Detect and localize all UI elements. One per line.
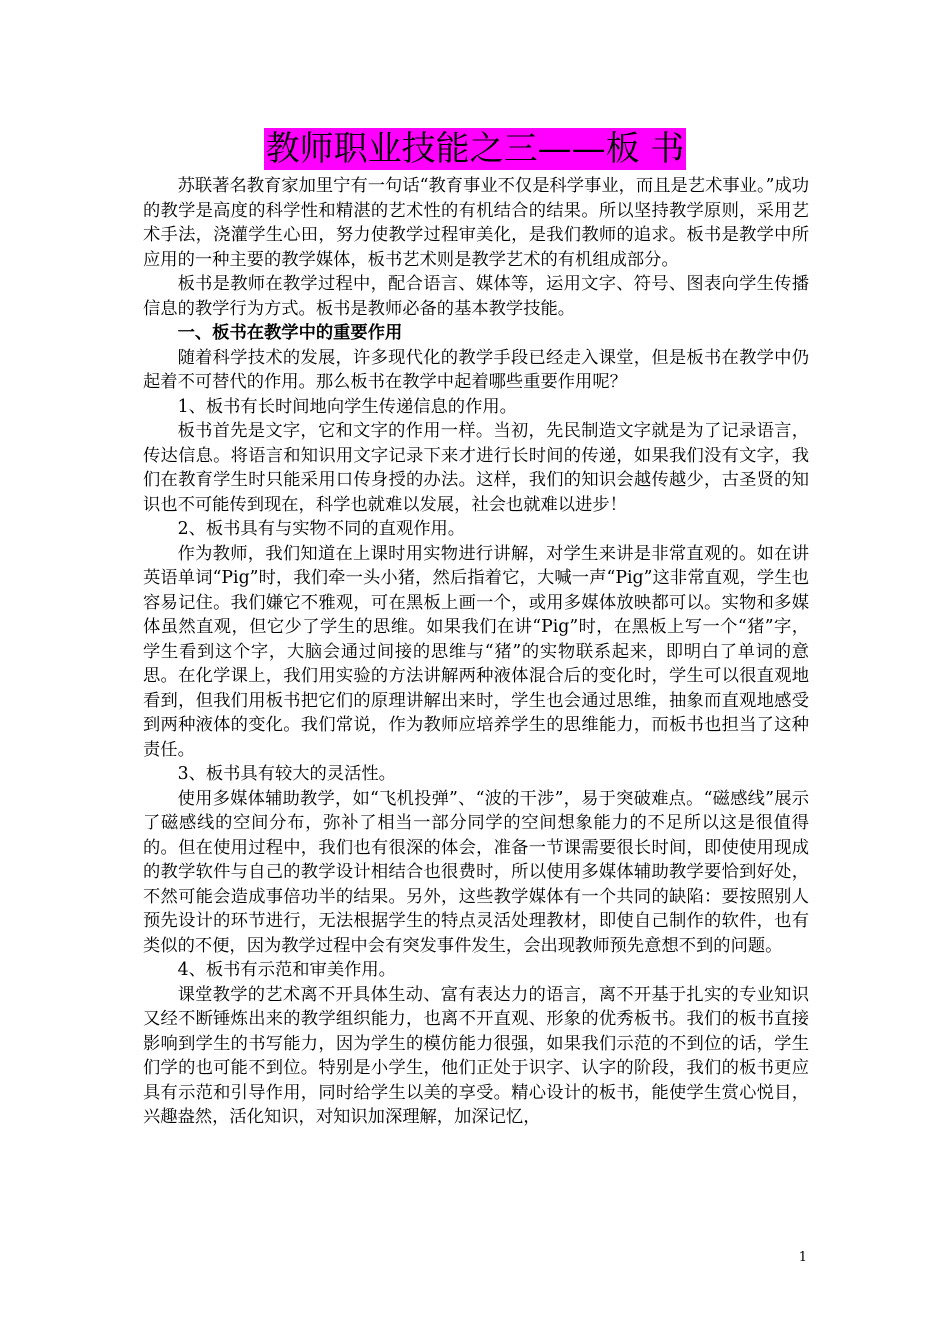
paragraph: 使用多媒体辅助教学，如“飞机投弹”、“波的干涉”，易于突破难点。“磁感线”展示了磁感线的空间分布，弥补了相当一部分同学的空间想象能力的不足所以这是很值得的。但在使用过程中，我们也有很深的体会，准备一节课需要很长时间，即使使用现成的教学软件与自己的教学设计相结合也很费时，所以使用多媒体辅助教学要恰到好处，不然可能会造成事倍功半的结果。另外，这些教学媒体有一个共同的缺陷：要按照别人预先设计的环节进行，无法根据学生的特点灵活处理教材，即使自己制作的软件，也有类似的不便，因为教学过程中会有突发事件发生，会出现教师预先意想不到的问题。: [143, 788, 809, 956]
paragraph: 板书首先是文字，它和文字的作用一样。当初，先民制造文字就是为了记录语言，传达信息。将语言和知识用文字记录下来才进行长时间的传递，如果我们没有文字，我们在教育学生时只能采用口传身授的办法。这样，我们的知识会越传越少，古圣贤的知识也不可能传到现在，科学也就难以发展，社会也就难以进步！: [143, 421, 809, 515]
document-body: [143, 174, 809, 1130]
paragraph: 苏联著名教育家加里宁有一句话“教育事业不仅是科学事业，而且是艺术事业。”成功的教学是高度的科学性和精湛的艺术性的有机结合的结果。所以坚持教学原则，采用艺术手法，浇灌学生心田，努力使教学过程审美化，是我们教师的追求。板书是教学中所应用的一种主要的教学媒体，板书艺术则是教学艺术的有机组成部分。: [143, 176, 809, 270]
subheading-paragraph: 2、板书具有与实物不同的直观作用。: [177, 519, 466, 539]
paragraph: 随着科学技术的发展，许多现代化的教学手段已经走入课堂，但是板书在教学中仍起着不可替代的作用。那么板书在教学中起着哪些重要作用呢？: [143, 347, 809, 392]
subheading-paragraph: 4、板书有示范和审美作用。: [177, 960, 396, 980]
section-heading: 一、板书在教学中的重要作用: [177, 323, 403, 343]
subheading-paragraph: 3、板书具有较大的灵活性。: [177, 764, 396, 784]
paragraph: 课堂教学的艺术离不开具体生动、富有表达力的语言，离不开基于扎实的专业知识又经不断锤炼出来的教学组织能力，也离不开直观、形象的优秀板书。我们的板书直接影响到学生的书写能力，因为学生的模仿能力很强，如果我们示范的不到位的话，学生们学的也可能不到位。特别是小学生，他们正处于识字、认字的阶段，我们的板书更应具有示范和引导作用，同时给学生以美的享受。精心设计的板书，能使学生赏心悦目，兴趣盎然，活化知识，对知识加深理解，加深记忆，: [143, 984, 809, 1127]
page-number: 1: [798, 1250, 807, 1265]
paragraph: 作为教师，我们知道在上课时用实物进行讲解，对学生来讲是非常直观的。如在讲英语单词“Pig”时，我们牵一头小猪，然后指着它，大喊一声“Pig”这非常直观，学生也容易记住。我们嫌它不雅观，可在黑板上画一个，或用多媒体放映都可以。实物和多媒体虽然直观，但它少了学生的思维。如果我们在讲“Pig”时，在黑板上写一个“猪”字，学生看到这个字，大脑会通过间接的思维与“猪”的实物联系起来，即明白了单词的意思。在化学课上，我们用实验的方法讲解两种液体混合后的变化时，学生可以很直观地看到，但我们用板书把它们的原理讲解出来时，学生也会通过思维，抽象而直观地感受到两种液体的变化。我们常说，作为教师应培养学生的思维能力，而板书也担当了这种责任。: [143, 543, 809, 760]
subheading-paragraph: 1、板书有长时间地向学生传递信息的作用。: [177, 396, 517, 417]
title-container: [0, 128, 950, 172]
document-title: 教师职业技能之三——板 书: [265, 129, 685, 169]
paragraph: 板书是教师在教学过程中，配合语言、媒体等，运用文字、符号、图表向学生传播信息的教学行为方式。板书是教师必备的基本教学技能。: [143, 274, 809, 319]
